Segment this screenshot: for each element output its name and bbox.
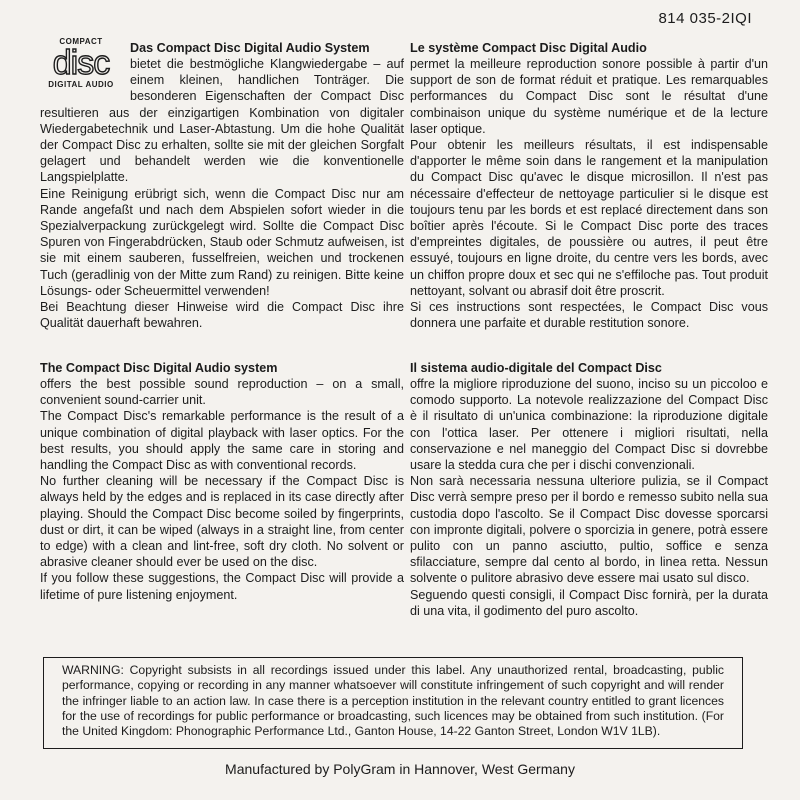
italian-paragraph: Non sarà necessaria nessuna ulteriore pulizia, se il Compact Disc verrà sempre preso per il bordo e remesso subito nella sua custodia dopo l'ascolto. Se il Compact Disc dovesse sporcarsi con impronte digitali, polvere o sporcizia in genere, potrà essere pulito con un panno asciutto, pultio, soffice e senza sfilacciature, sempre dal cento al bordo, in linea retta. Nessun solvente o pulitore abrasivo deve essere mai usato sul disco. xyxy=(410,474,768,586)
english-heading: The Compact Disc Digital Audio system xyxy=(40,361,278,375)
french-heading: Le système Compact Disc Digital Audio xyxy=(410,41,647,55)
italian-section xyxy=(410,360,768,619)
copyright-warning-text: WARNING: Copyright subsists in all recordings issued under this label. Any unauthorized rental, broadcasting, public performance, copying or recording in any manner whatsoever will constitute infringement of such copyright and will render the infringer liable to an action law. In case there is a perception institution in the relevant country entitled to grant licences for the use of recordings for public performance or broadcasting, such licences may be obtained from such institution. (For the United Kingdom: Phonographic Performance Ltd., Ganton House, 14-22 Ganton Street, London W1V 1LB). xyxy=(62,663,724,739)
manufacturer-line: Manufactured by PolyGram in Hannover, West Germany xyxy=(225,761,575,777)
logo-bottom-text: DIGITAL AUDIO xyxy=(48,80,114,89)
english-section xyxy=(40,360,404,603)
german-paragraph: bietet die bestmögliche Klangwiedergabe – auf einem kleinen, handlichen Tonträger. Die besonderen Eigenschaften der Compact Disc resultieren aus der einzigartigen Kombination von digitaler Wiedergabetechnik und Laser-Abtastung. Um die hohe Qualität der Compact Disc zu erhalten, sollte sie mit der gleichen Sorgfalt gelagert und behandelt werden wie die konventionelle Langspielplatte. xyxy=(40,57,404,185)
english-paragraph: The Compact Disc's remarkable performance is the result of a unique combination of digital playback with laser optics. For the best results, you should apply the same care in storing and handling the Compact Disc as with conventional records. xyxy=(40,409,404,473)
italian-paragraph: Seguendo questi consigli, il Compact Disc fornirà, per la durata di una vita, il godimento del puro ascolto. xyxy=(410,587,768,618)
logo-top-text: COMPACT xyxy=(59,37,103,46)
compact-disc-logo xyxy=(40,37,122,95)
german-heading: Das Compact Disc Digital Audio System xyxy=(130,41,370,55)
german-paragraph: Eine Reinigung erübrigt sich, wenn die Compact Disc nur am Rande angefaßt und nach dem Abspielen sofort wieder in die Spezialverpackung zurückgelegt wird. Sollte die Compact Disc Spuren von Fingerabdrücken, Staub oder Schmutz aufweisen, ist sie mit einem sauberen, fusselfreien, weichen und trockenen Tuch (geradlinig von der Mitte zum Rand) zu reinigen. Bitte keine Lösungs- oder Scheuermittel verwenden! xyxy=(40,186,404,298)
italian-heading: Il sistema audio-digitale del Compact Disc xyxy=(410,361,662,375)
catalog-number: 814 035-2IQI xyxy=(658,10,752,27)
italian-paragraph: offre la migliore riproduzione del suono, inciso su un piccoloo e comodo supporto. La notevole realizzazione del Compact Disc è il risultato di un'unica combinazione: la riproduzione digitale con l'ottica laser. Per ottenere i migliori risultati, nella conservazione e nel maneggio del Compact Disc si dovrebbe usare la stedda cura che per i dischi convenzionali. xyxy=(410,377,768,473)
french-paragraph: Si ces instructions sont respectées, le Compact Disc vous donnera une parfaite et durable restitution sonore. xyxy=(410,300,768,331)
french-paragraph: permet la meilleure reproduction sonore possible à partir d'un support de son de format réduit et pratique. Les remarquables performances du Compact Disc sont le résultat d'une combinaison unique du système numérique et de la lecture laser optique. xyxy=(410,57,768,136)
german-section xyxy=(40,37,404,331)
logo-disc-text: disc xyxy=(52,44,110,82)
copyright-warning-box xyxy=(43,657,743,749)
french-paragraph: Pour obtenir les meilleurs résultats, il est indispensable d'apporter le même soin dans le rangement et la manipulation du Compact Disc qu'avec le disque microsillon. Il n'est pas nécessaire d'effecteur de nettoyage particulier si le disque est toujours tenu par les bords et est replacé directement dans son boîtier après l'écoute. Si le Compact Disc porte des traces d'empreintes digitales, de poussière ou autres, il peut être essuyé, toujours en ligne droite, du centre vers les bords, avec un chiffon propre doux et sec qui ne s'effiloche pas. Tout produit nettoyant, solvant ou abrasif doit être proscrit. xyxy=(410,138,768,298)
english-paragraph: offers the best possible sound reproduction – on a small, convenient sound-carrier unit. xyxy=(40,377,404,408)
german-paragraph: Bei Beachtung dieser Hinweise wird die Compact Disc ihre Qualität dauerhaft bewahren. xyxy=(40,300,404,331)
english-paragraph: If you follow these suggestions, the Compact Disc will provide a lifetime of pure listening enjoyment. xyxy=(40,571,404,602)
english-paragraph: No further cleaning will be necessary if the Compact Disc is always held by the edges and is replaced in its case directly after playing. Should the Compact Disc become soiled by fingerprints, dust or dirt, it can be wiped (always in a straight line, from center to edge) with a clean and lint-free, soft dry cloth. No solvent or abrasive cleaner should ever be used on the disc. xyxy=(40,474,404,570)
french-section xyxy=(410,40,768,331)
